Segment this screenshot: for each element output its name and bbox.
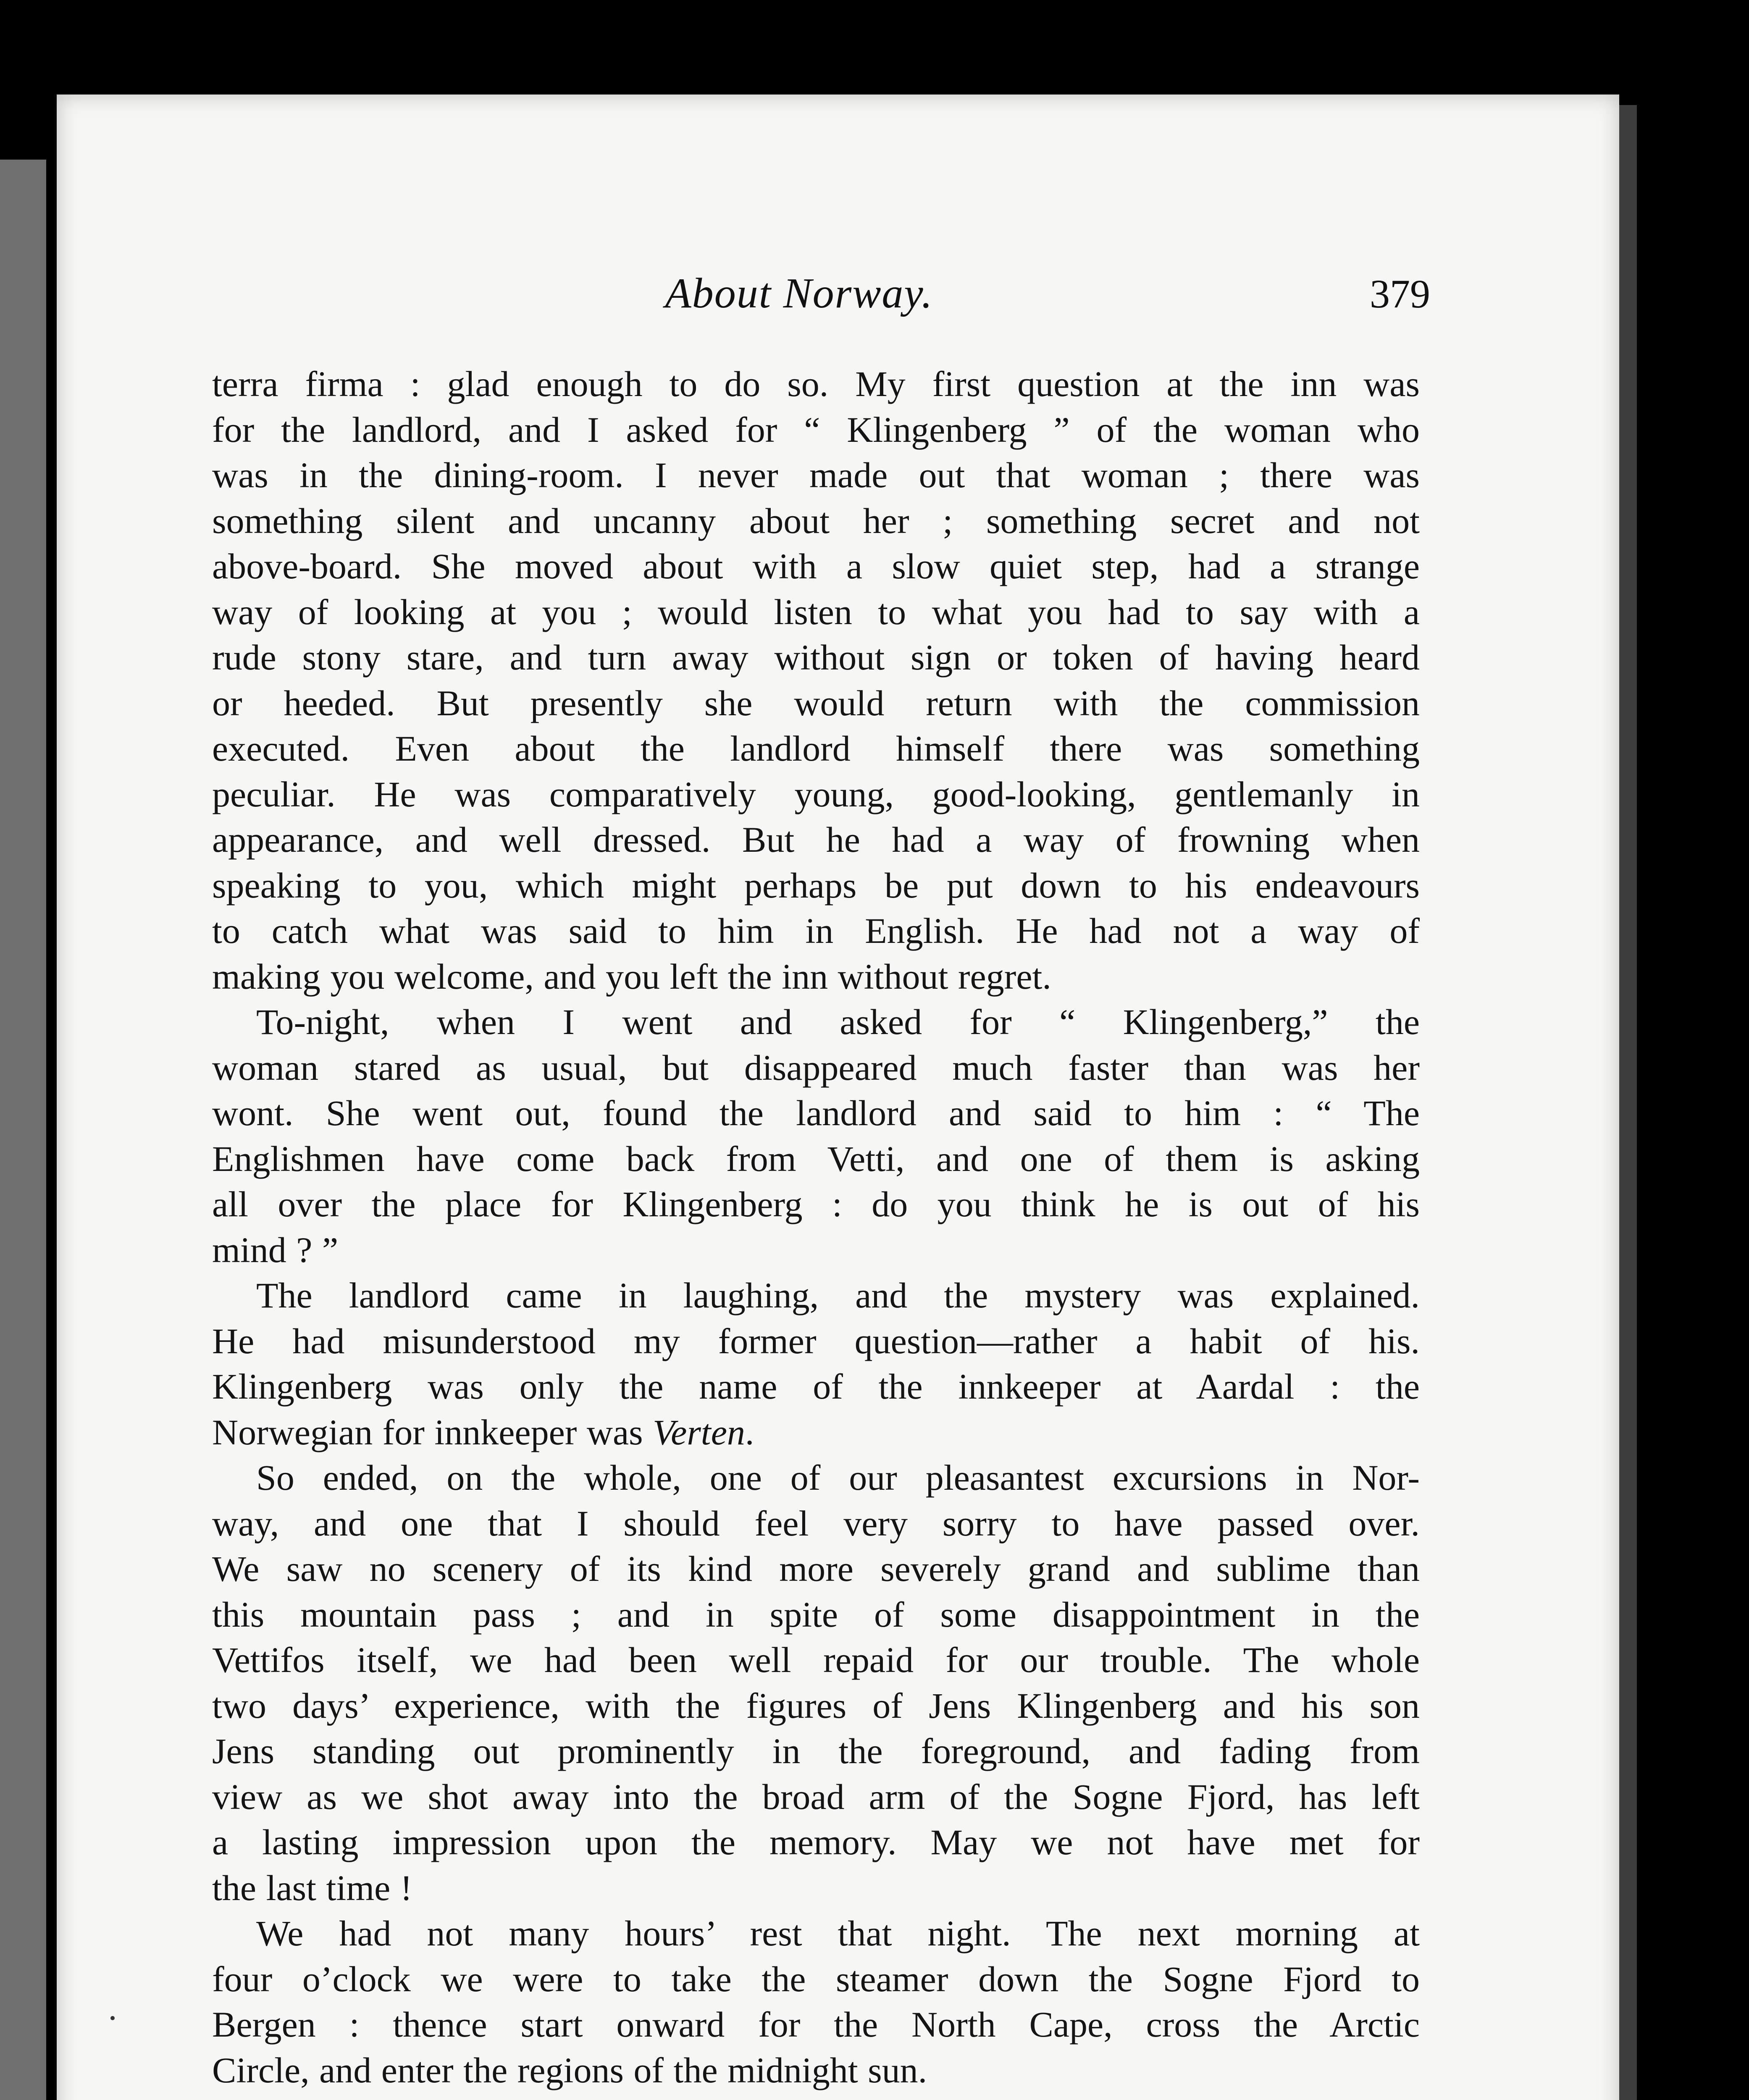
text-line: appearance, and well dressed. But he had a way of frowning when [212,819,1420,860]
text-line: executed. Even about the landlord himself there was something [212,728,1420,769]
text-line: way of looking at you ; would listen to what you had to say with a [212,591,1420,632]
text-segment: Norwegian for innkeeper was [212,1412,653,1452]
text-line: So ended, on the whole, one of our pleasantest excursions in Nor- [256,1457,1420,1498]
paragraph-4 [212,1455,1420,1911]
italic-word: Verten [653,1412,745,1452]
text-line: this mountain pass ; and in spite of some disappointment in the [212,1594,1420,1635]
text-line: He had misunderstood my former question—rather a habit of his. [212,1320,1420,1361]
paragraph-2 [212,999,1420,1273]
text-line [212,1410,1420,1455]
text-line: the last time ! [212,1867,412,1908]
text-line: all over the place for Klingenberg : do you think he is out of his [212,1184,1420,1224]
text-line: Vettifos itself, we had been well repaid for our trouble. The whole [212,1640,1420,1680]
text-line: something silent and uncanny about her ; something secret and not [212,500,1420,541]
text-line: peculiar. He was comparatively young, good-looking, gentlemanly in [212,774,1420,814]
facing-page-edge [0,160,46,2100]
text-line: Bergen : thence start onward for the North Cape, cross the Arctic [212,2004,1420,2045]
text-line: To-night, when I went and asked for “ Klingenberg,” the [256,1002,1420,1042]
text-line: The landlord came in laughing, and the mystery was explained. [256,1275,1420,1315]
text-line: a lasting impression upon the memory. May we not have met for [212,1822,1420,1862]
text-line: We saw no scenery of its kind more severely grand and sublime than [212,1549,1420,1589]
text-line: or heeded. But presently she would return with the commission [212,682,1420,723]
paragraph-3 [212,1273,1420,1455]
text-line: Circle, and enter the regions of the midnight sun. [212,2050,927,2090]
text-line: terra firma : glad enough to do so. My first question at the inn was [212,364,1420,404]
page-number: 379 [1370,271,1430,316]
text-line: mind ? ” [212,1229,339,1270]
text-line: view as we shot away into the broad arm of the Sogne Fjord, has left [212,1776,1420,1817]
text-line: Klingenberg was only the name of the innkeeper at Aardal : the [212,1366,1420,1407]
text-line: four o’clock we were to take the steamer down the Sogne Fjord to [212,1958,1420,1999]
text-line: making you welcome, and you left the inn without regret. [212,956,1051,997]
page-edge-shadow [1619,105,1637,2100]
running-head [168,269,1430,328]
text-line: was in the dining-room. I never made out that woman ; there was [212,455,1420,495]
text-line: Jens standing out prominently in the foreground, and fading from [212,1731,1420,1771]
running-title: About Norway. [665,270,933,317]
text-line: two days’ experience, with the figures of Jens Klingenberg and his son [212,1685,1420,1726]
text-line: for the landlord, and I asked for “ Klingenberg ” of the woman who [212,409,1420,450]
text-line: Englishmen have come back from Vetti, and one of them is asking [212,1138,1420,1179]
text-line: to catch what was said to him in English. He had not a way of [212,911,1420,951]
text-line: speaking to you, which might perhaps be put down to his endeavours [212,865,1420,906]
paragraph-5 [212,1911,1420,2093]
stray-ink-dot [110,2016,115,2020]
text-segment: . [745,1412,754,1452]
text-line: way, and one that I should feel very sorry to have passed over. [212,1503,1420,1544]
paragraph-1 [212,361,1420,999]
text-line: woman stared as usual, but disappeared much faster than was her [212,1047,1420,1088]
text-line: rude stony stare, and turn away without sign or token of having heard [212,637,1420,677]
body-text [212,361,1420,2093]
text-line: wont. She went out, found the landlord and said to him : “ The [212,1093,1420,1133]
text-line: above-board. She moved about with a slow quiet step, had a strange [212,546,1420,586]
text-line: We had not many hours’ rest that night. The next morning at [256,1913,1420,1953]
